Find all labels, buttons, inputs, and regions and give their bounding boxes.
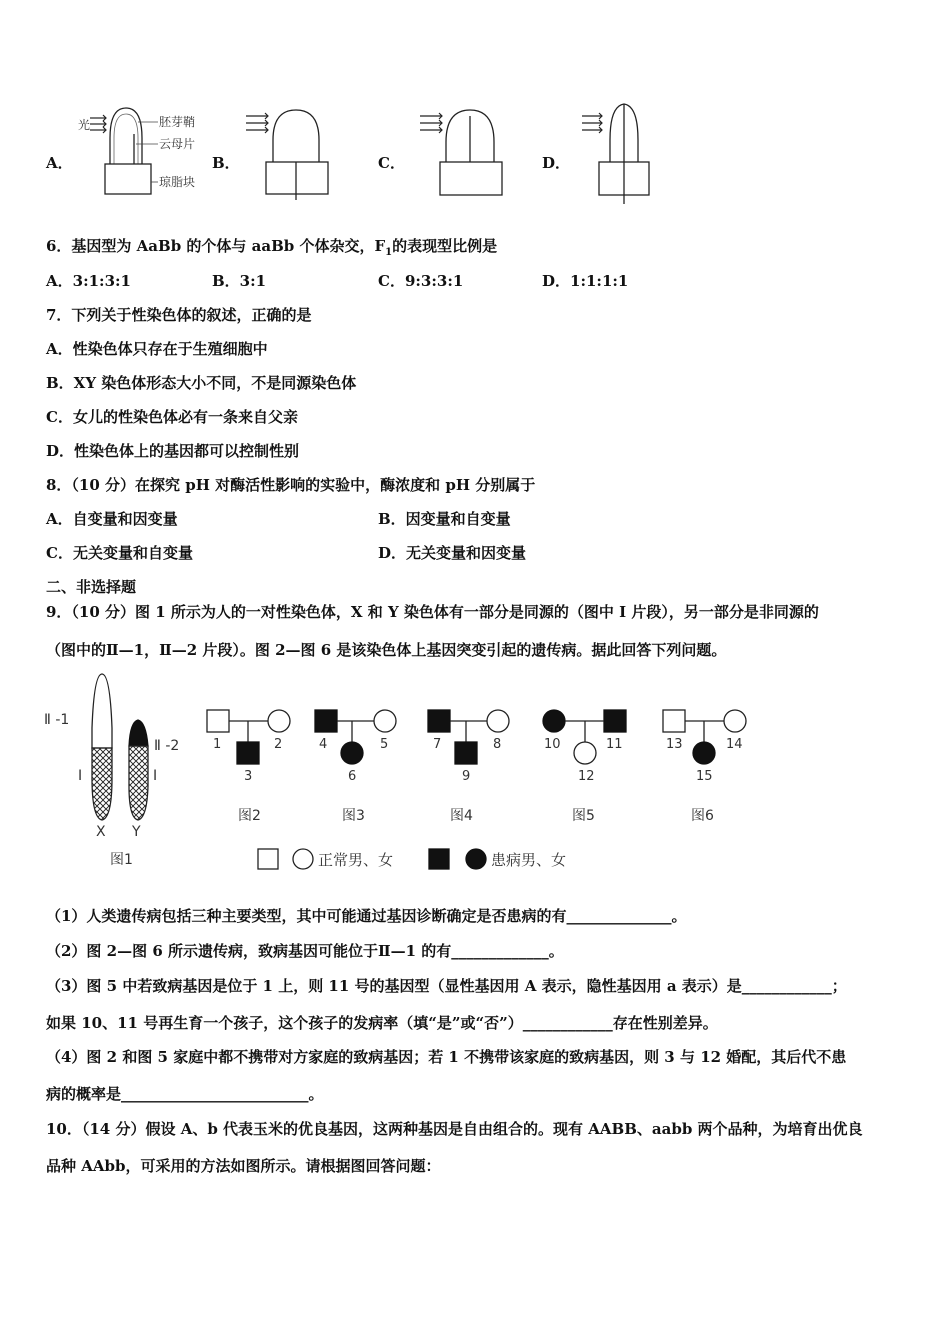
male-affected-icon — [604, 710, 626, 732]
y-chromosome-dark — [129, 720, 148, 746]
label-segment-I-right: Ⅰ — [153, 768, 158, 784]
individual-number: 1 — [213, 737, 222, 752]
q7-option-a: A．性染色体只存在于生殖细胞中 — [46, 340, 268, 358]
q9-figure — [40, 668, 760, 878]
individual-number: 8 — [493, 737, 502, 752]
label-y: Y — [132, 824, 141, 840]
label-x: X — [96, 824, 106, 840]
q7-option-b: B．XY 染色体形态大小不同，不是同源染色体 — [46, 374, 357, 392]
q6-option-b: B．3:1 — [212, 272, 267, 290]
individual-number: 3 — [244, 769, 253, 784]
q8-stem: 8．（10 分）在探究 pH 对酶活性影响的实验中，酶浓度和 pH 分别属于 — [46, 476, 536, 494]
q9-sub3-line1: （3）图 5 中若致病基因是位于 1 上，则 11 号的基因型（显性基因用 A 表示，隐性基因用 a 表示）是____________； — [46, 977, 847, 995]
agar-block — [266, 162, 328, 194]
female-normal-icon — [487, 710, 509, 732]
pedigree-fig4 — [428, 710, 509, 824]
coleoptile-shape — [273, 110, 319, 162]
individual-number: 7 — [433, 737, 442, 752]
coleoptile-shape — [110, 108, 142, 164]
legend-male-affected-icon — [429, 849, 449, 869]
label-mica: 云母片 — [159, 137, 196, 151]
light-arrows-icon — [420, 113, 442, 133]
legend-affected-label: 患病男、女 — [491, 851, 567, 869]
label-segment-I-left: Ⅰ — [78, 768, 83, 784]
q5-figure-a — [76, 100, 206, 210]
q7-option-c: C．女儿的性染色体必有一条来自父亲 — [46, 408, 298, 426]
q5-option-b-label: B． — [212, 154, 240, 172]
label-light: 光 — [78, 118, 91, 132]
pedigree-fig2 — [207, 710, 290, 824]
male-affected-icon — [428, 710, 450, 732]
female-normal-icon — [574, 742, 596, 764]
label-segment-II-1: Ⅱ -1 — [44, 712, 70, 728]
q10-stem-line1: 10．（14 分）假设 A、b 代表玉米的优良基因，这两种基因是自由组合的。现有 AABB、aabb 两个品种，为培育出优良 — [46, 1120, 863, 1138]
fig6-caption: 图6 — [691, 808, 714, 824]
q8-option-d: D．无关变量和因变量 — [378, 544, 527, 562]
fig4-caption: 图4 — [450, 808, 473, 824]
fig3-caption: 图3 — [342, 808, 365, 824]
female-normal-icon — [268, 710, 290, 732]
label-segment-II-2: Ⅱ -2 — [154, 738, 180, 754]
q5-figure-d — [570, 100, 682, 210]
q7-stem: 7．下列关于性染色体的叙述，正确的是 — [46, 306, 312, 324]
q9-stem-line1: 9．（10 分）图 1 所示为人的一对性染色体，X 和 Y 染色体有一部分是同源的（图中 Ⅰ 片段），另一部分是非同源的 — [46, 603, 819, 621]
female-normal-icon — [374, 710, 396, 732]
x-chromosome-upper — [92, 674, 112, 748]
q9-sub4-line2: 病的概率是_________________________。 — [46, 1085, 324, 1103]
section-heading: 二、非选择题 — [46, 578, 137, 596]
q6-stem-tail: 的表现型比例是 — [392, 237, 498, 255]
pedigree-fig5 — [543, 710, 626, 824]
individual-number: 11 — [606, 737, 623, 752]
individual-number: 9 — [462, 769, 471, 784]
x-chromosome-hatched — [92, 748, 112, 820]
q6-option-c: C．9:3:3:1 — [378, 272, 464, 290]
male-affected-icon — [455, 742, 477, 764]
q8-option-a: A．自变量和因变量 — [46, 510, 178, 528]
pedigree-legend — [258, 849, 566, 869]
female-affected-icon — [693, 742, 715, 764]
female-affected-icon — [341, 742, 363, 764]
female-affected-icon — [543, 710, 565, 732]
fig5-caption: 图5 — [572, 808, 595, 824]
agar-block — [105, 164, 151, 194]
q9-sub4-line1: （4）图 2 和图 5 家庭中都不携带对方家庭的致病基因；若 1 不携带该家庭的致病基因，则 3 与 12 婚配，其后代不患 — [46, 1048, 847, 1066]
individual-number: 4 — [319, 737, 328, 752]
individual-number: 14 — [726, 737, 743, 752]
male-normal-icon — [207, 710, 229, 732]
light-arrows-icon — [90, 115, 106, 133]
legend-female-normal-icon — [293, 849, 313, 869]
q6-option-a: A．3:1:3:1 — [46, 272, 131, 290]
q6-stem-subscript: 1 — [385, 247, 393, 258]
male-affected-icon — [237, 742, 259, 764]
q5-figure-b — [240, 100, 340, 210]
q7-option-d: D．性染色体上的基因都可以控制性别 — [46, 442, 300, 460]
q5-option-d-label: D． — [542, 154, 571, 172]
fig2-caption: 图2 — [238, 808, 261, 824]
individual-number: 15 — [696, 769, 713, 784]
individual-number: 10 — [544, 737, 561, 752]
q6-stem — [46, 236, 497, 263]
pedigree-fig6 — [663, 710, 746, 824]
q8-option-b: B．因变量和自变量 — [378, 510, 511, 528]
y-chromosome-hatched — [129, 746, 148, 820]
pedigree-fig3 — [315, 710, 396, 824]
q9-stem-line2: （图中的Ⅱ—1，Ⅱ—2 片段）。图 2—图 6 是该染色体上基因突变引起的遗传病。据此回答下列问题。 — [46, 641, 727, 659]
legend-female-affected-icon — [466, 849, 486, 869]
q5-figure-c — [414, 100, 514, 210]
individual-number: 2 — [274, 737, 283, 752]
label-coleoptile: 胚芽鞘 — [159, 115, 196, 129]
legend-normal-label: 正常男、女 — [318, 851, 394, 869]
q10-stem-line2: 品种 AAbb，可采用的方法如图所示。请根据图回答问题： — [46, 1157, 441, 1175]
male-normal-icon — [663, 710, 685, 732]
individual-number: 6 — [348, 769, 357, 784]
q9-sub2: （2）图 2—图 6 所示遗传病，致病基因可能位于Ⅱ—1 的有_____________。 — [46, 942, 564, 960]
fig1-caption: 图1 — [110, 852, 133, 868]
q6-stem-text: 6．基因型为 AaBb 的个体与 aaBb 个体杂交，F — [46, 237, 386, 255]
q8-option-c: C．无关变量和自变量 — [46, 544, 193, 562]
individual-number: 5 — [380, 737, 389, 752]
q9-sub1: （1）人类遗传病包括三种主要类型，其中可能通过基因诊断确定是否患病的有______________。 — [46, 907, 687, 925]
male-affected-icon — [315, 710, 337, 732]
individual-number: 13 — [666, 737, 683, 752]
q5-option-a-label: A． — [46, 154, 73, 172]
female-normal-icon — [724, 710, 746, 732]
individual-number: 12 — [578, 769, 595, 784]
legend-male-normal-icon — [258, 849, 278, 869]
q9-sub3-line2: 如果 10、11 号再生育一个孩子，这个孩子的发病率（填“是”或“否”）____________存在性别差异。 — [46, 1014, 718, 1032]
fig1-chromosomes — [44, 674, 179, 868]
agar-block — [440, 162, 502, 195]
light-arrows-icon — [582, 113, 602, 133]
light-arrows-icon — [246, 113, 268, 133]
q5-option-c-label: C． — [378, 154, 405, 172]
label-agar: 琼脂块 — [159, 175, 196, 189]
q6-option-d: D．1:1:1:1 — [542, 272, 629, 290]
